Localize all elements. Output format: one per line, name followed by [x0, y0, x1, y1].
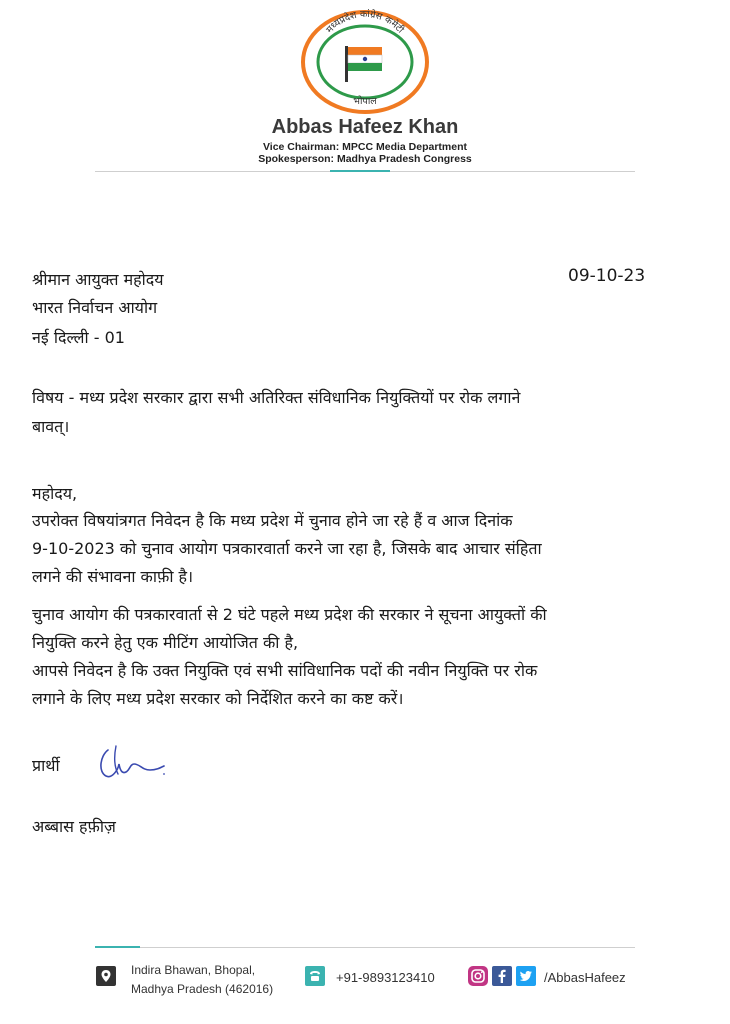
twitter-icon[interactable] [516, 966, 536, 986]
footer-address-line-2: Madhya Pradesh (462016) [131, 982, 274, 996]
footer-divider [95, 947, 635, 948]
recipient-line-2: भारत निर्वाचन आयोग [32, 298, 158, 317]
letterhead-name: Abbas Hafeez Khan [271, 116, 459, 138]
letterhead-role-2: Spokesperson: Madhya Pradesh Congress [258, 153, 472, 165]
body-line: आपसे निवेदन है कि उक्त नियुक्ति एवं सभी सांविधानिक पदों की नवीन नियुक्ति पर रोक [32, 661, 538, 680]
recipient-line-3: नई दिल्ली - 01 [32, 328, 125, 347]
letterhead-role-1: Vice Chairman: MPCC Media Department [262, 141, 468, 153]
body-line: 9-10-2023 को चुनाव आयोग पत्रकारवार्ता करने जा रहा है, जिसके बाद आचार संहिता [32, 539, 542, 558]
instagram-icon[interactable] [468, 966, 488, 986]
body-line: नियुक्ति करने हेतु एक मीटिंग आयोजित की है, [32, 633, 299, 652]
body-line: उपरोक्त विषयांत्रगत निवेदन है कि मध्य प्रदेश में चुनाव होने जा रहे हैं व आज दिनांक [32, 511, 513, 530]
body-line: लगने की संभावना काफ़ी है। [32, 567, 194, 586]
logo-text-bottom: भोपाल [353, 96, 377, 107]
congress-logo [300, 6, 430, 114]
sender-name: अब्बास हफ़ीज़ [32, 817, 116, 836]
subject-line-1: विषय - मध्य प्रदेश सरकार द्वारा सभी अतिरिक्त संविधानिक नियुक्तियों पर रोक लगाने [32, 388, 521, 407]
letter-date: 09-10-23 [568, 266, 646, 286]
salutation: महोदय, [32, 484, 78, 503]
facebook-icon[interactable] [492, 966, 512, 986]
logo-text-top: मध्यप्रदेश कांग्रेस कमेटी [324, 8, 406, 36]
location-icon [96, 966, 116, 986]
recipient-line-1: श्रीमान आयुक्त महोदय [32, 270, 164, 289]
footer-social-handle[interactable]: /AbbasHafeez [544, 970, 626, 985]
header-divider-accent [330, 170, 390, 172]
signature [94, 740, 170, 786]
closing-label: प्रार्थी [32, 756, 60, 775]
body-line: चुनाव आयोग की पत्रकारवार्ता से 2 घंटे पहले मध्य प्रदेश की सरकार ने सूचना आयुक्तों की [32, 605, 547, 624]
footer-divider-accent [95, 946, 140, 948]
footer-phone: +91-9893123410 [336, 970, 435, 985]
subject-line-2: बावत्। [32, 417, 70, 436]
body-line: लगाने के लिए मध्य प्रदेश सरकार को निर्देशित करने का कष्ट करें। [32, 689, 404, 708]
phone-icon [305, 966, 325, 986]
footer-address-line-1: Indira Bhawan, Bhopal, [131, 963, 256, 977]
